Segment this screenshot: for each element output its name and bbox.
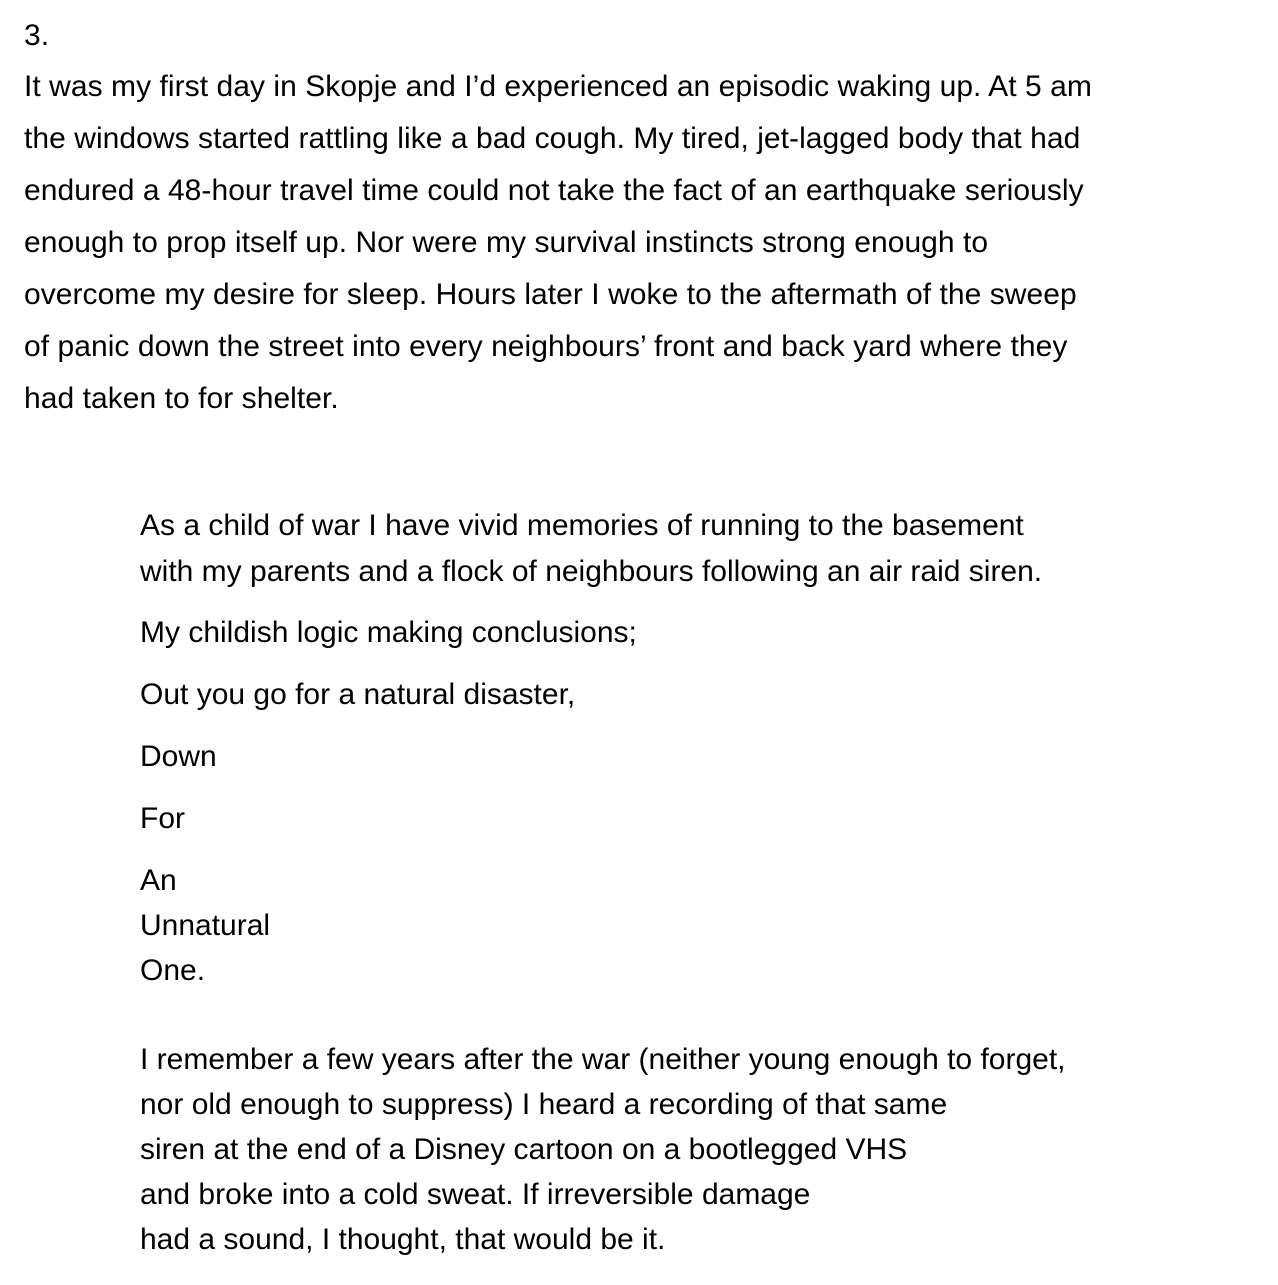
paragraph-line: overcome my desire for sleep. Hours later I woke to the aftermath of the sweep: [24, 278, 1077, 311]
paragraph-line: had taken to for shelter.: [24, 382, 339, 415]
poem-line: An: [140, 864, 177, 897]
stanza-line: and broke into a cold sweat. If irreversible damage: [140, 1178, 811, 1211]
section-number: 3.: [24, 19, 50, 52]
stanza-line: As a child of war I have vivid memories of running to the basement: [140, 509, 1024, 542]
stanza-line: with my parents and a flock of neighbours following an air raid siren.: [140, 555, 1043, 588]
poem-line: My childish logic making conclusions;: [140, 616, 637, 649]
stanza-line: siren at the end of a Disney cartoon on a bootlegged VHS: [140, 1133, 908, 1166]
poem-line: For: [140, 802, 185, 835]
stanza-line: nor old enough to suppress) I heard a recording of that same: [140, 1088, 948, 1121]
poem-line: One.: [140, 954, 206, 987]
stanza-line: I remember a few years after the war (neither young enough to forget,: [140, 1043, 1066, 1076]
poem-line: Down: [140, 740, 217, 773]
poem-line: Unnatural: [140, 909, 271, 942]
paragraph-line: endured a 48-hour travel time could not take the fact of an earthquake seriously: [24, 174, 1084, 207]
stanza-line: had a sound, I thought, that would be it.: [140, 1223, 666, 1256]
paragraph-line: enough to prop itself up. Nor were my survival instincts strong enough to: [24, 226, 989, 259]
poem-line: Out you go for a natural disaster,: [140, 678, 576, 711]
paragraph-line: the windows started rattling like a bad cough. My tired, jet-lagged body that had: [24, 122, 1081, 155]
paragraph-line: It was my first day in Skopje and I’d experienced an episodic waking up. At 5 am: [24, 70, 1092, 103]
paragraph-line: of panic down the street into every neighbours’ front and back yard where they: [24, 330, 1068, 363]
